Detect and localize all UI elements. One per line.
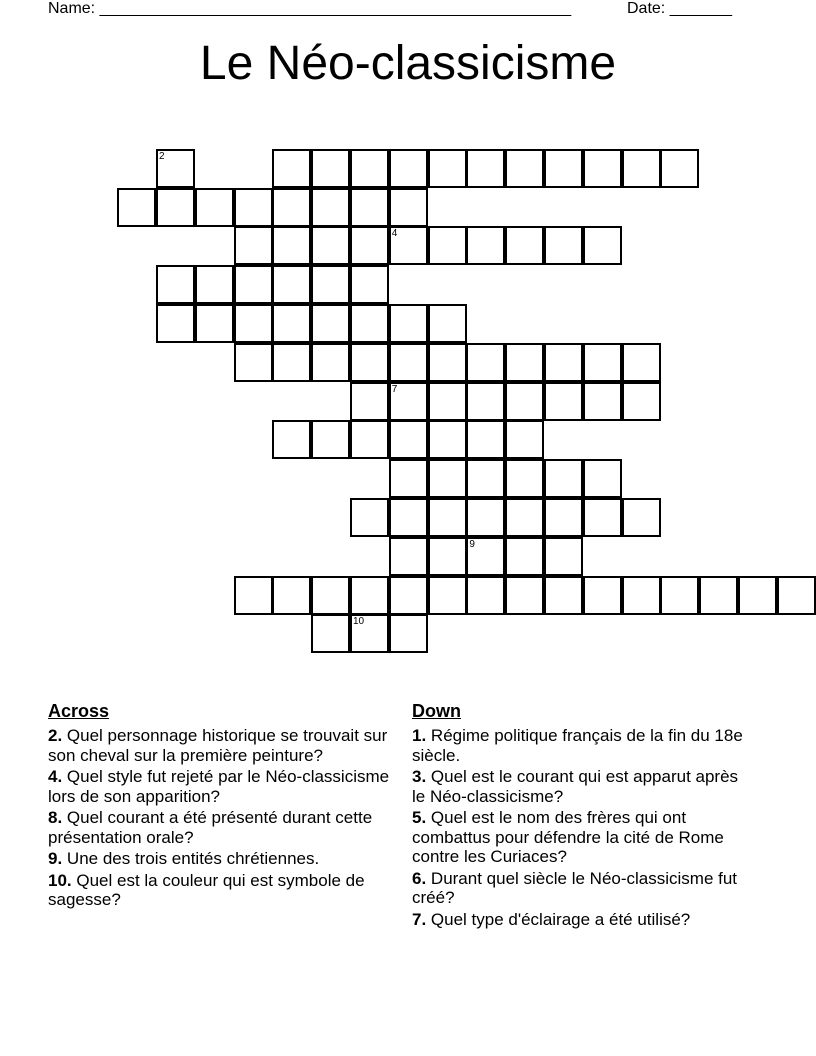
grid-cell[interactable] bbox=[466, 149, 505, 188]
grid-cell[interactable] bbox=[622, 343, 661, 382]
grid-cell[interactable] bbox=[156, 188, 195, 227]
grid-cell[interactable] bbox=[350, 343, 389, 382]
clue-number: 4 bbox=[391, 228, 398, 240]
grid-cell[interactable] bbox=[389, 459, 428, 498]
grid-cell[interactable] bbox=[505, 537, 544, 576]
grid-cell[interactable] bbox=[350, 382, 389, 421]
grid-cell[interactable] bbox=[738, 576, 777, 615]
grid-cell[interactable] bbox=[622, 149, 661, 188]
grid-cell[interactable] bbox=[195, 188, 234, 227]
grid-cell[interactable] bbox=[389, 188, 428, 227]
grid-cell[interactable] bbox=[234, 304, 273, 343]
grid-cell[interactable] bbox=[272, 420, 311, 459]
grid-cell[interactable] bbox=[389, 382, 428, 421]
grid-cell[interactable] bbox=[311, 265, 350, 304]
grid-cell[interactable] bbox=[544, 576, 583, 615]
clue-number: 2 bbox=[159, 150, 165, 162]
grid-cell[interactable] bbox=[622, 576, 661, 615]
grid-cell[interactable] bbox=[234, 576, 273, 615]
grid-cell[interactable] bbox=[389, 304, 428, 343]
grid-cell[interactable] bbox=[428, 343, 467, 382]
grid-cell[interactable] bbox=[583, 149, 622, 188]
grid-cell[interactable] bbox=[466, 226, 505, 265]
clue-number: 7 bbox=[391, 383, 398, 395]
grid-cell[interactable] bbox=[544, 226, 583, 265]
grid-cell[interactable] bbox=[272, 304, 311, 343]
grid-cell[interactable] bbox=[428, 576, 467, 615]
clue-number-label: 4. bbox=[48, 767, 63, 786]
grid-cell[interactable] bbox=[234, 343, 273, 382]
grid-cell[interactable] bbox=[622, 498, 661, 537]
down-clue-list bbox=[412, 726, 752, 929]
clue-item bbox=[48, 726, 398, 765]
grid-cell[interactable] bbox=[777, 576, 816, 615]
clue-text: Quel est le nom des frères qui ont combattus pour défendre la cité de Rome contre les Curiaces? bbox=[412, 808, 724, 866]
grid-cell[interactable] bbox=[389, 420, 428, 459]
across-clues bbox=[48, 700, 398, 912]
clue-item bbox=[48, 767, 398, 806]
grid-cell[interactable] bbox=[583, 459, 622, 498]
clue-text: Quel style fut rejeté par le Néo-classicisme lors de son apparition? bbox=[48, 767, 390, 806]
grid-cell[interactable] bbox=[389, 498, 428, 537]
grid-cell[interactable] bbox=[428, 498, 467, 537]
grid-cell[interactable] bbox=[428, 226, 467, 265]
clue-item bbox=[48, 849, 398, 869]
grid-cell[interactable] bbox=[272, 576, 311, 615]
grid-cell[interactable] bbox=[583, 576, 622, 615]
clue-text: Régime politique français de la fin du 18e siècle. bbox=[412, 726, 743, 765]
grid-cell[interactable] bbox=[428, 382, 467, 421]
grid-cell[interactable] bbox=[311, 149, 350, 188]
clue-item bbox=[48, 808, 398, 847]
down-clues bbox=[412, 700, 752, 931]
grid-cell[interactable] bbox=[428, 459, 467, 498]
grid-cell[interactable] bbox=[234, 188, 273, 227]
clue-text: Durant quel siècle le Néo-classicisme fut créé? bbox=[412, 868, 738, 907]
grid-cell[interactable] bbox=[311, 576, 350, 615]
clue-number-label: 2. bbox=[48, 726, 63, 745]
clue-text: Une des trois entités chrétiennes. bbox=[62, 849, 320, 868]
grid-cell[interactable] bbox=[234, 226, 273, 265]
grid-cell[interactable] bbox=[234, 265, 273, 304]
grid-cell[interactable] bbox=[583, 498, 622, 537]
grid-cell[interactable] bbox=[156, 304, 195, 343]
grid-cell[interactable] bbox=[156, 265, 195, 304]
grid-cell[interactable] bbox=[272, 265, 311, 304]
grid-cell[interactable] bbox=[272, 226, 311, 265]
grid-cell[interactable] bbox=[466, 343, 505, 382]
grid-cell[interactable] bbox=[583, 382, 622, 421]
grid-cell[interactable] bbox=[505, 420, 544, 459]
clue-number: 9 bbox=[469, 538, 475, 550]
clue-number-label: 8. bbox=[48, 808, 63, 827]
grid-cell[interactable] bbox=[350, 576, 389, 615]
grid-cell[interactable] bbox=[272, 149, 311, 188]
across-clue-list bbox=[48, 726, 398, 910]
grid-cell[interactable] bbox=[350, 304, 389, 343]
grid-cell[interactable] bbox=[428, 304, 467, 343]
grid-cell[interactable] bbox=[544, 459, 583, 498]
grid-cell[interactable] bbox=[583, 343, 622, 382]
grid-cell[interactable] bbox=[350, 226, 389, 265]
grid-cell[interactable] bbox=[428, 537, 467, 576]
clue-number-label: 10. bbox=[48, 870, 72, 890]
grid-cell[interactable] bbox=[505, 382, 544, 421]
clue-text: Quel personnage historique se trouvait sur son cheval sur la première peinture? bbox=[48, 726, 388, 765]
grid-cell[interactable] bbox=[311, 226, 350, 265]
grid-cell[interactable] bbox=[389, 226, 428, 265]
clue-item bbox=[412, 910, 752, 930]
clue-item bbox=[412, 808, 752, 867]
grid-cell[interactable] bbox=[466, 420, 505, 459]
grid-cell[interactable] bbox=[350, 188, 389, 227]
grid-cell[interactable] bbox=[156, 149, 195, 188]
grid-cell[interactable] bbox=[466, 537, 505, 576]
grid-cell[interactable] bbox=[311, 188, 350, 227]
grid-cell[interactable] bbox=[544, 498, 583, 537]
grid-cell[interactable] bbox=[350, 265, 389, 304]
down-heading: Down bbox=[412, 701, 461, 721]
clue-text: Quel est la couleur qui est symbole de sagesse? bbox=[48, 870, 365, 909]
grid-cell[interactable] bbox=[195, 304, 234, 343]
date-field: Date: _______ bbox=[627, 0, 732, 17]
grid-cell[interactable] bbox=[544, 343, 583, 382]
grid-cell[interactable] bbox=[311, 614, 350, 653]
grid-cell[interactable] bbox=[428, 420, 467, 459]
grid-cell[interactable] bbox=[117, 188, 156, 227]
clue-text: Quel type d'éclairage a été utilisé? bbox=[426, 909, 691, 929]
across-heading: Across bbox=[48, 701, 110, 721]
grid-cell[interactable] bbox=[195, 265, 234, 304]
clue-item bbox=[412, 767, 752, 806]
grid-cell[interactable] bbox=[699, 576, 738, 615]
grid-cell[interactable] bbox=[389, 537, 428, 576]
page-title: Le Néo-classicisme bbox=[199, 37, 617, 90]
name-field: Name: _____________________________________________________ bbox=[48, 0, 572, 17]
grid-cell[interactable] bbox=[389, 149, 428, 188]
grid-cell[interactable] bbox=[544, 149, 583, 188]
grid-cell[interactable] bbox=[505, 498, 544, 537]
grid-cell[interactable] bbox=[466, 459, 505, 498]
grid-cell[interactable] bbox=[350, 614, 389, 653]
clue-number-label: 3. bbox=[412, 767, 427, 786]
clue-item bbox=[412, 869, 752, 908]
grid-cell[interactable] bbox=[622, 382, 661, 421]
grid-cell[interactable] bbox=[505, 576, 544, 615]
grid-cell[interactable] bbox=[350, 149, 389, 188]
clue-text: Quel courant a été présenté durant cette présentation orale? bbox=[48, 808, 373, 847]
clue-text: Quel est le courant qui est apparut après le Néo-classicisme? bbox=[412, 767, 739, 806]
grid-cell[interactable] bbox=[505, 459, 544, 498]
grid-cell[interactable] bbox=[544, 382, 583, 421]
clue-number-label: 6. bbox=[412, 868, 427, 888]
clue-number-label: 1. bbox=[412, 726, 427, 745]
grid-cell[interactable] bbox=[428, 149, 467, 188]
grid-cell[interactable] bbox=[389, 343, 428, 382]
clue-number-label: 7. bbox=[412, 909, 427, 929]
grid-cell[interactable] bbox=[583, 226, 622, 265]
grid-cell[interactable] bbox=[660, 149, 699, 188]
grid-cell[interactable] bbox=[389, 576, 428, 615]
grid-cell[interactable] bbox=[350, 498, 389, 537]
grid-cell[interactable] bbox=[505, 343, 544, 382]
grid-cell[interactable] bbox=[466, 576, 505, 615]
grid-cell[interactable] bbox=[505, 226, 544, 265]
grid-cell[interactable] bbox=[350, 420, 389, 459]
grid-cell[interactable] bbox=[311, 343, 350, 382]
clue-number: 10 bbox=[353, 616, 365, 628]
grid-cell[interactable] bbox=[389, 614, 428, 653]
grid-cell[interactable] bbox=[272, 343, 311, 382]
clue-number-label: 5. bbox=[412, 808, 427, 827]
clue-number-label: 9. bbox=[48, 849, 63, 868]
grid-cell[interactable] bbox=[544, 537, 583, 576]
grid-cell[interactable] bbox=[466, 498, 505, 537]
grid-cell[interactable] bbox=[272, 188, 311, 227]
grid-cell[interactable] bbox=[311, 420, 350, 459]
clue-item bbox=[48, 871, 398, 910]
clue-item bbox=[412, 726, 752, 765]
grid-cell[interactable] bbox=[311, 304, 350, 343]
grid-cell[interactable] bbox=[660, 576, 699, 615]
grid-cell[interactable] bbox=[466, 382, 505, 421]
grid-cell[interactable] bbox=[505, 149, 544, 188]
